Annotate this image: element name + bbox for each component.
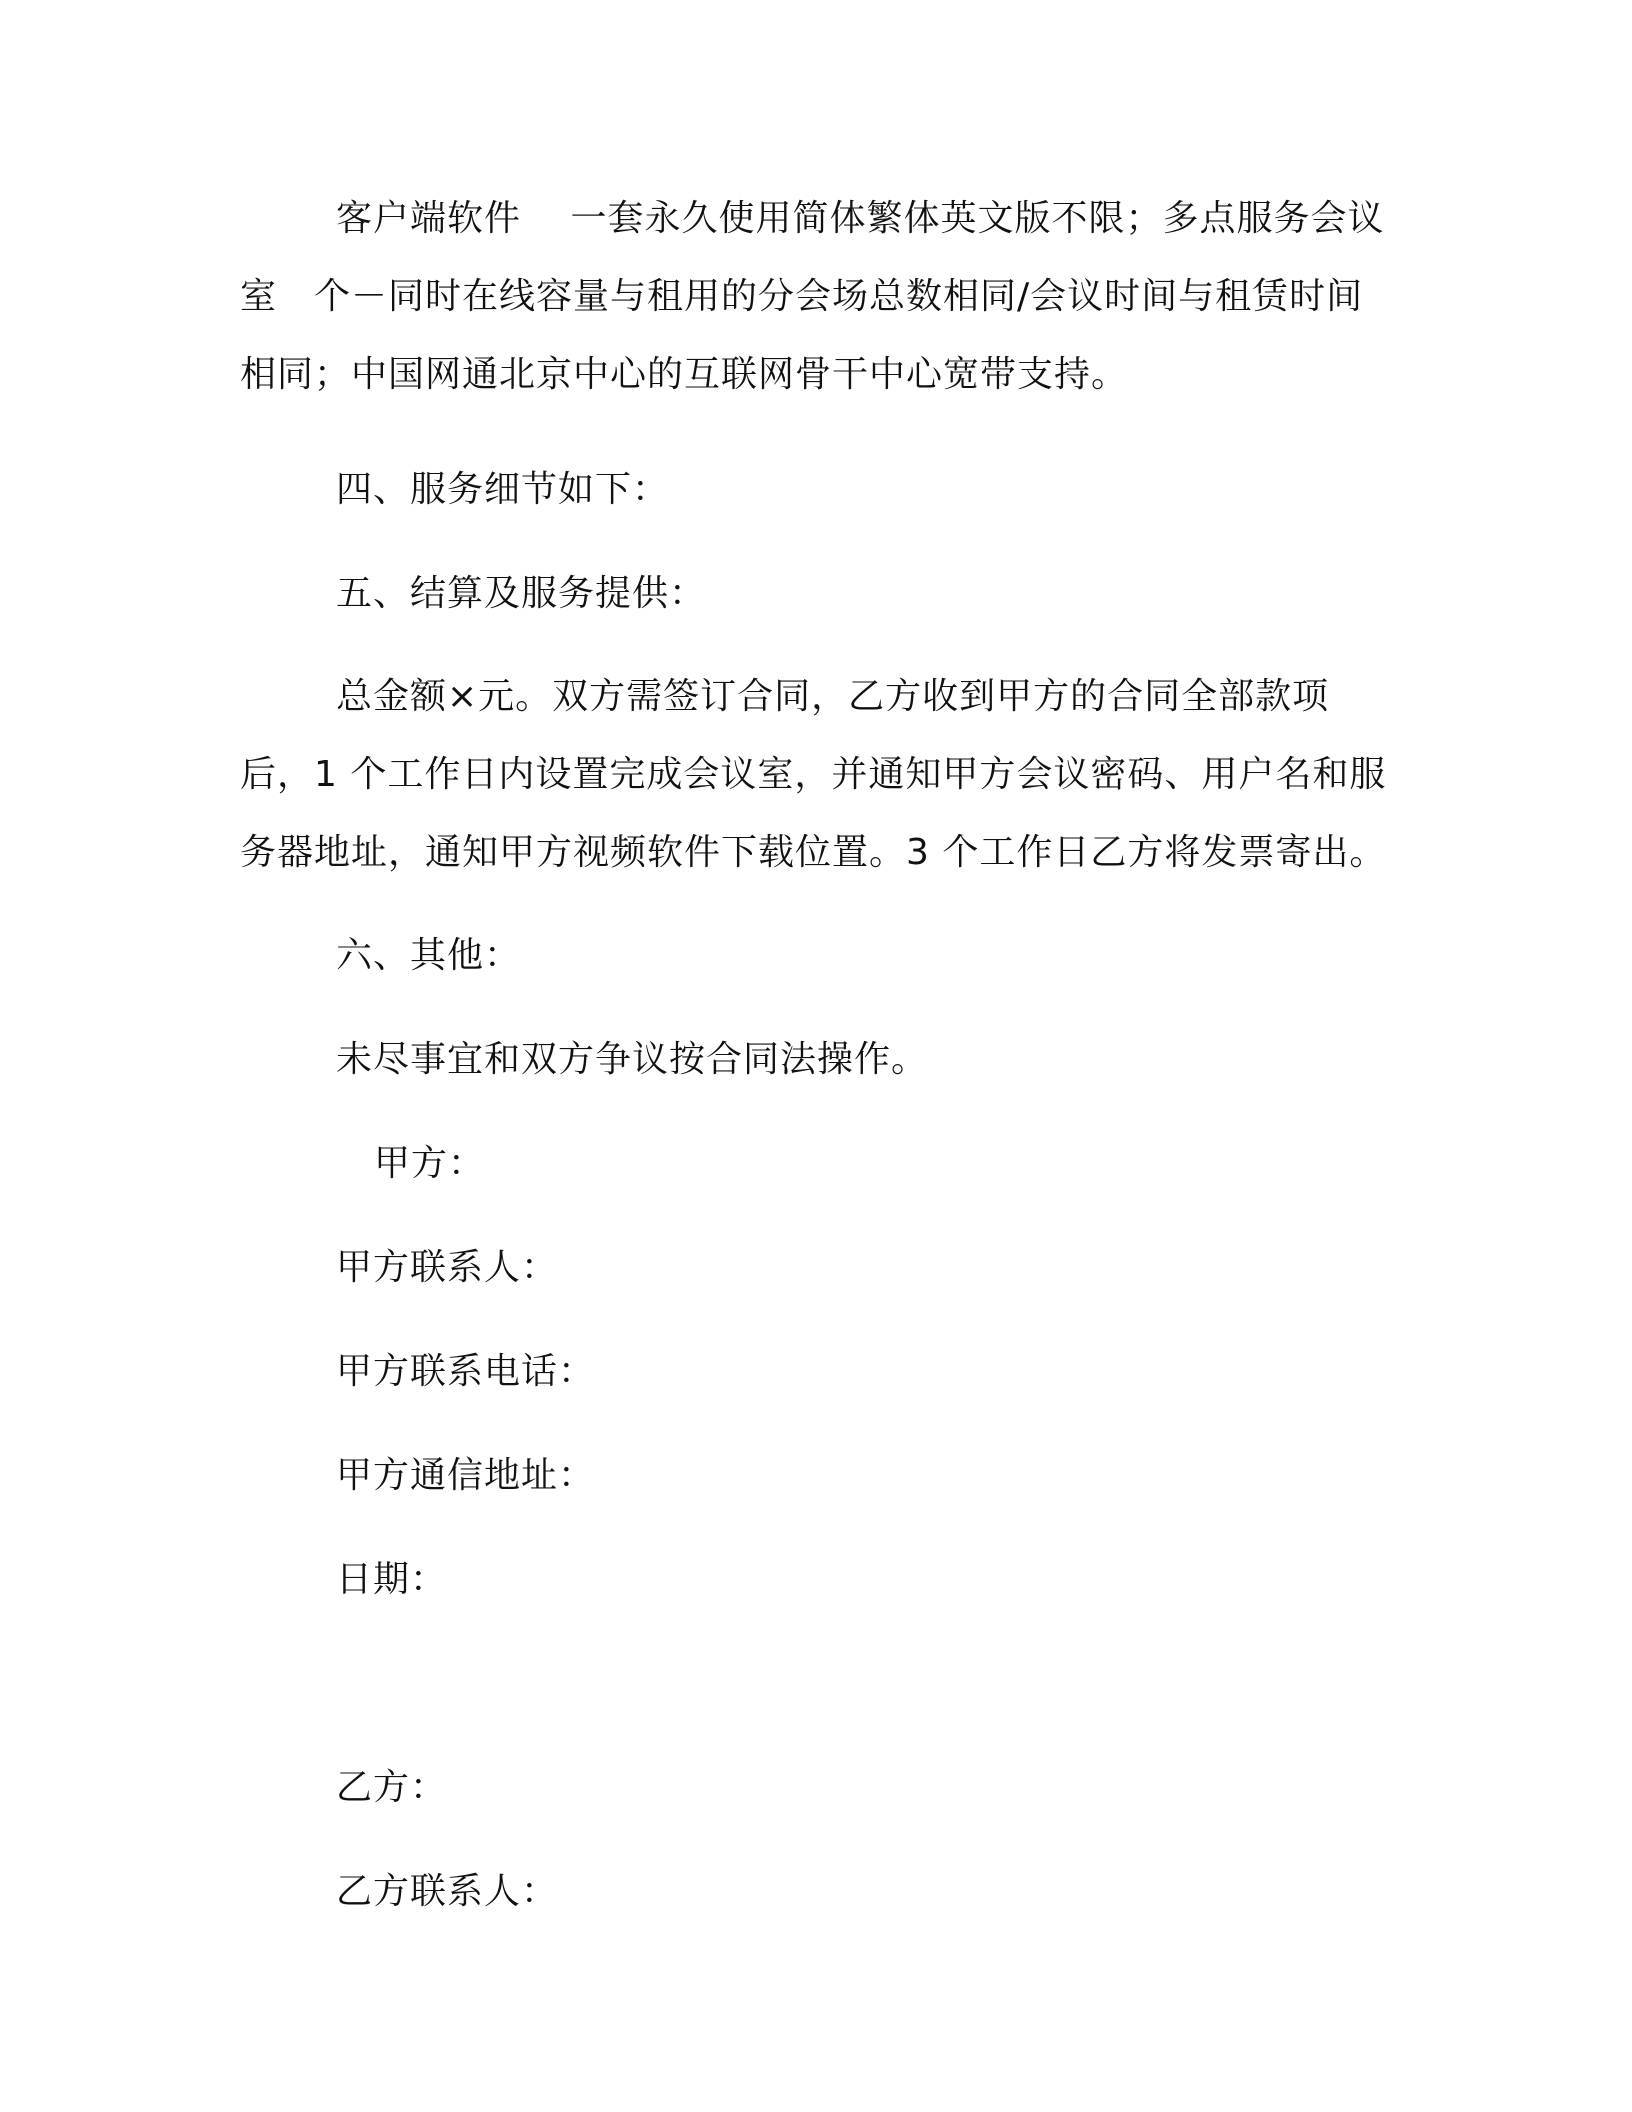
- party-a-address-label: 甲方通信地址：: [336, 1455, 596, 1496]
- section-six-heading: 六、其他：: [336, 935, 522, 976]
- party-b-label: 乙方：: [336, 1767, 448, 1808]
- document-page: [240, 180, 1400, 1916]
- client-software-paragraph: 客户端软件 一套永久使用简体繁体英文版不限；多点服务会议室 个－同时在线容量与租用的分会场总数相同/会议时间与租赁时间相同；中国网通北京中心的互联网骨干中心宽带支持。: [240, 198, 1385, 395]
- party-a-label: 甲方：: [374, 1143, 486, 1184]
- party-a-contact-label: 甲方联系人：: [336, 1247, 559, 1288]
- section-four-heading: 四、服务细节如下：: [336, 469, 670, 510]
- other-paragraph: 未尽事宜和双方争议按合同法操作。: [336, 1039, 929, 1080]
- section-five-heading: 五、结算及服务提供：: [336, 573, 707, 614]
- party-a-phone-label: 甲方联系电话：: [336, 1351, 596, 1392]
- party-b-contact-label: 乙方联系人：: [336, 1871, 559, 1912]
- settlement-paragraph: 总金额×元。双方需签订合同，乙方收到甲方的合同全部款项后，1 个工作日内设置完成会议室，并通知甲方会议密码、用户名和服务器地址，通知甲方视频软件下载位置。3 个工作日乙方将发票寄出。: [240, 676, 1387, 873]
- date-label: 日期：: [336, 1559, 448, 1600]
